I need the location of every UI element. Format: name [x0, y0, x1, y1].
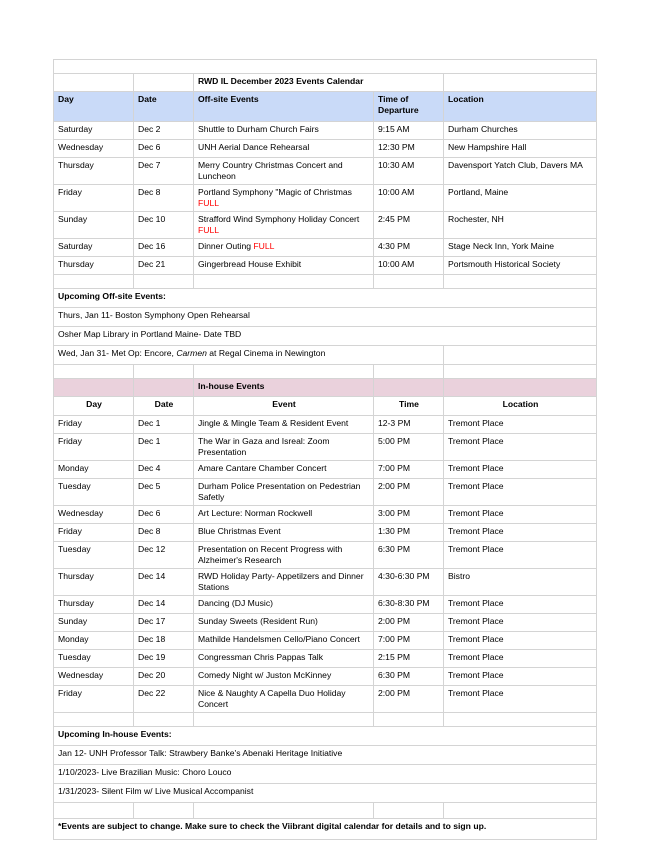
offsite-day: Sunday [54, 212, 134, 239]
calendar-body [54, 60, 597, 840]
offsite-event: Shuttle to Durham Church Fairs [194, 122, 374, 140]
empty-cell [444, 713, 597, 727]
empty-cell [54, 74, 134, 92]
inhouse-time: 2:15 PM [374, 650, 444, 668]
calendar-title: RWD IL December 2023 Events Calendar [194, 74, 444, 92]
empty-cell [134, 803, 194, 819]
empty-cell [134, 713, 194, 727]
upcoming-offsite-label-row [54, 289, 597, 308]
empty-cell [444, 275, 597, 289]
list-item [54, 765, 597, 784]
table-row [54, 158, 597, 185]
inhouse-event: Sunday Sweets (Resident Run) [194, 614, 374, 632]
inhouse-event: Art Lecture: Norman Rockwell [194, 506, 374, 524]
inhouse-header-row [54, 397, 597, 416]
table-row [54, 542, 597, 569]
offsite-day: Thursday [54, 158, 134, 185]
inhouse-time: 2:00 PM [374, 614, 444, 632]
empty-cell [54, 365, 134, 379]
offsite-event: Portland Symphony "Magic of Christmas FULL [194, 185, 374, 212]
inhouse-date: Dec 5 [134, 479, 194, 506]
inhouse-event: Jingle & Mingle Team & Resident Event [194, 416, 374, 434]
inhouse-header-event: Event [194, 397, 374, 416]
inhouse-date: Dec 14 [134, 569, 194, 596]
inhouse-day: Friday [54, 524, 134, 542]
inhouse-day: Wednesday [54, 668, 134, 686]
full-badge: FULL [198, 198, 220, 208]
table-row [54, 668, 597, 686]
inhouse-event: Blue Christmas Event [194, 524, 374, 542]
offsite-date: Dec 16 [134, 239, 194, 257]
offsite-time: 10:00 AM [374, 257, 444, 275]
empty-cell [374, 803, 444, 819]
inhouse-event: Durham Police Presentation on Pedestrian Safetly [194, 479, 374, 506]
offsite-header-date: Date [134, 92, 194, 122]
inhouse-header-day: Day [54, 397, 134, 416]
table-row [54, 524, 597, 542]
offsite-date: Dec 2 [134, 122, 194, 140]
inhouse-event: Mathilde Handelsmen Cello/Piano Concert [194, 632, 374, 650]
inhouse-location: Tremont Place [444, 524, 597, 542]
inhouse-day: Sunday [54, 614, 134, 632]
offsite-date: Dec 6 [134, 140, 194, 158]
offsite-time: 10:30 AM [374, 158, 444, 185]
inhouse-event: Comedy Night w/ Juston McKinney [194, 668, 374, 686]
inhouse-day: Thursday [54, 569, 134, 596]
offsite-time: 9:15 AM [374, 122, 444, 140]
upcoming-inhouse-label: Upcoming In-house Events: [54, 727, 597, 746]
inhouse-event: The War in Gaza and Isreal: Zoom Presentation [194, 434, 374, 461]
inhouse-location: Tremont Place [444, 686, 597, 713]
empty-cell [194, 275, 374, 289]
inhouse-day: Thursday [54, 596, 134, 614]
full-badge: FULL [253, 241, 275, 251]
inhouse-event: Congressman Chris Pappas Talk [194, 650, 374, 668]
offsite-date: Dec 7 [134, 158, 194, 185]
table-row [54, 686, 597, 713]
offsite-date: Dec 8 [134, 185, 194, 212]
inhouse-date: Dec 17 [134, 614, 194, 632]
inhouse-date: Dec 4 [134, 461, 194, 479]
inhouse-spacer-row [54, 365, 597, 379]
italic-title: Carmen [176, 348, 207, 358]
offsite-event: Dinner Outing FULL [194, 239, 374, 257]
full-badge: FULL [198, 225, 220, 235]
offsite-time: 12:30 PM [374, 140, 444, 158]
empty-cell [444, 346, 597, 365]
empty-cell [444, 803, 597, 819]
empty-cell [54, 803, 134, 819]
table-row [54, 239, 597, 257]
inhouse-time: 7:00 PM [374, 632, 444, 650]
inhouse-location: Tremont Place [444, 461, 597, 479]
inhouse-day: Friday [54, 416, 134, 434]
empty-cell [374, 713, 444, 727]
offsite-location: New Hampshire Hall [444, 140, 597, 158]
table-row [54, 434, 597, 461]
empty-cell [54, 713, 134, 727]
inhouse-header-date: Date [134, 397, 194, 416]
table-row [54, 614, 597, 632]
table-row [54, 212, 597, 239]
offsite-header-location: Location [444, 92, 597, 122]
empty-cell [54, 379, 134, 397]
inhouse-time: 6:30-8:30 PM [374, 596, 444, 614]
events-calendar-sheet [53, 59, 596, 840]
empty-cell [54, 275, 134, 289]
inhouse-day: Tuesday [54, 650, 134, 668]
inhouse-event: Amare Cantare Chamber Concert [194, 461, 374, 479]
inhouse-time: 3:00 PM [374, 506, 444, 524]
table-row [54, 257, 597, 275]
inhouse-event: Nice & Naughty A Capella Duo Holiday Concert [194, 686, 374, 713]
offsite-time: 2:45 PM [374, 212, 444, 239]
footer-note-row [54, 819, 597, 840]
table-row [54, 140, 597, 158]
inhouse-date: Dec 18 [134, 632, 194, 650]
inhouse-event: Presentation on Recent Progress with Alzheimer's Research [194, 542, 374, 569]
offsite-event: Gingerbread House Exhibit [194, 257, 374, 275]
inhouse-day: Friday [54, 434, 134, 461]
inhouse-date: Dec 22 [134, 686, 194, 713]
table-row [54, 461, 597, 479]
list-item [54, 346, 597, 365]
offsite-day: Thursday [54, 257, 134, 275]
inhouse-date: Dec 1 [134, 434, 194, 461]
inhouse-date: Dec 1 [134, 416, 194, 434]
inhouse-time: 4:30-6:30 PM [374, 569, 444, 596]
table-row [54, 416, 597, 434]
offsite-location: Stage Neck Inn, York Maine [444, 239, 597, 257]
inhouse-location: Tremont Place [444, 650, 597, 668]
inhouse-location: Tremont Place [444, 479, 597, 506]
upcoming-inhouse-label-row [54, 727, 597, 746]
inhouse-date: Dec 6 [134, 506, 194, 524]
empty-cell [194, 365, 374, 379]
inhouse-day: Monday [54, 632, 134, 650]
upcoming-inhouse-text: Jan 12- UNH Professor Talk: Strawbery Banke's Abenaki Heritage Initiative [54, 746, 597, 765]
offsite-location: Rochester, NH [444, 212, 597, 239]
inhouse-header-time: Time [374, 397, 444, 416]
inhouse-time: 6:30 PM [374, 668, 444, 686]
offsite-location: Durham Churches [444, 122, 597, 140]
inhouse-time: 2:00 PM [374, 686, 444, 713]
inhouse-time: 5:00 PM [374, 434, 444, 461]
inhouse-day: Tuesday [54, 479, 134, 506]
empty-cell [134, 74, 194, 92]
offsite-day: Saturday [54, 122, 134, 140]
upcoming-inhouse-text: 1/10/2023- Live Brazilian Music: Choro Louco [54, 765, 597, 784]
footer-spacer-row [54, 803, 597, 819]
inhouse-date: Dec 12 [134, 542, 194, 569]
inhouse-header-location: Location [444, 397, 597, 416]
offsite-day: Friday [54, 185, 134, 212]
upcoming-offsite-text: Osher Map Library in Portland Maine- Date TBD [54, 327, 597, 346]
inhouse-event: RWD Holiday Party- Appetilzers and Dinner Stations [194, 569, 374, 596]
inhouse-date: Dec 19 [134, 650, 194, 668]
footer-note: *Events are subject to change. Make sure to check the Viibrant digital calendar for details and to sign up. [54, 819, 597, 840]
inhouse-date: Dec 14 [134, 596, 194, 614]
offsite-event: Strafford Wind Symphony Holiday Concert FULL [194, 212, 374, 239]
table-row [54, 122, 597, 140]
offsite-day: Wednesday [54, 140, 134, 158]
inhouse-day: Wednesday [54, 506, 134, 524]
table-row [54, 506, 597, 524]
inhouse-location: Bistro [444, 569, 597, 596]
inhouse-time: 7:00 PM [374, 461, 444, 479]
table-row [54, 650, 597, 668]
calendar-table [53, 59, 597, 840]
inhouse-band-row [54, 379, 597, 397]
inhouse-date: Dec 20 [134, 668, 194, 686]
upcoming-offsite-text: Thurs, Jan 11- Boston Symphony Open Rehearsal [54, 308, 597, 327]
inhouse-location: Tremont Place [444, 542, 597, 569]
offsite-header-event: Off-site Events [194, 92, 374, 122]
list-item [54, 746, 597, 765]
offsite-event: Merry Country Christmas Concert and Luncheon [194, 158, 374, 185]
empty-cell [444, 379, 597, 397]
list-item [54, 308, 597, 327]
offsite-day: Saturday [54, 239, 134, 257]
offsite-location: Portland, Maine [444, 185, 597, 212]
inhouse-location: Tremont Place [444, 434, 597, 461]
offsite-location: Davensport Yatch Club, Davers MA [444, 158, 597, 185]
upcoming-inhouse-text: 1/31/2023- Silent Film w/ Live Musical Accompanist [54, 784, 597, 803]
inhouse-event: Dancing (DJ Music) [194, 596, 374, 614]
empty-cell [444, 74, 597, 92]
spacer-cell [54, 60, 597, 74]
inhouse-location: Tremont Place [444, 632, 597, 650]
offsite-spacer-row [54, 275, 597, 289]
inhouse-location: Tremont Place [444, 416, 597, 434]
upcoming-offsite-label: Upcoming Off-site Events: [54, 289, 597, 308]
empty-cell [134, 379, 194, 397]
table-row [54, 479, 597, 506]
inhouse-band-label: In-house Events [194, 379, 374, 397]
offsite-header-time: Time of Departure [374, 92, 444, 122]
inhouse-time: 1:30 PM [374, 524, 444, 542]
empty-cell [374, 275, 444, 289]
inhouse-location: Tremont Place [444, 596, 597, 614]
inhouse-time: 6:30 PM [374, 542, 444, 569]
offsite-header-row [54, 92, 597, 122]
table-row [54, 185, 597, 212]
table-row [54, 596, 597, 614]
inhouse-day: Monday [54, 461, 134, 479]
table-row [54, 632, 597, 650]
inhouse-time: 12-3 PM [374, 416, 444, 434]
offsite-date: Dec 10 [134, 212, 194, 239]
empty-cell [194, 803, 374, 819]
inhouse-day: Tuesday [54, 542, 134, 569]
inhouse-location: Tremont Place [444, 668, 597, 686]
empty-cell [374, 365, 444, 379]
offsite-time: 10:00 AM [374, 185, 444, 212]
offsite-header-day: Day [54, 92, 134, 122]
inhouse-location: Tremont Place [444, 506, 597, 524]
empty-cell [194, 713, 374, 727]
inhouse-bottom-spacer-row [54, 713, 597, 727]
table-row [54, 569, 597, 596]
empty-cell [444, 365, 597, 379]
offsite-event: UNH Aerial Dance Rehearsal [194, 140, 374, 158]
empty-cell [134, 365, 194, 379]
offsite-date: Dec 21 [134, 257, 194, 275]
offsite-time: 4:30 PM [374, 239, 444, 257]
inhouse-day: Friday [54, 686, 134, 713]
offsite-location: Portsmouth Historical Society [444, 257, 597, 275]
list-item [54, 784, 597, 803]
calendar-title-row [54, 74, 597, 92]
inhouse-time: 2:00 PM [374, 479, 444, 506]
empty-cell [374, 379, 444, 397]
list-item [54, 327, 597, 346]
upcoming-offsite-text: Wed, Jan 31- Met Op: Encore, Carmen at Regal Cinema in Newington [54, 346, 444, 365]
inhouse-location: Tremont Place [444, 614, 597, 632]
empty-cell [134, 275, 194, 289]
top-spacer-row [54, 60, 597, 74]
inhouse-date: Dec 8 [134, 524, 194, 542]
